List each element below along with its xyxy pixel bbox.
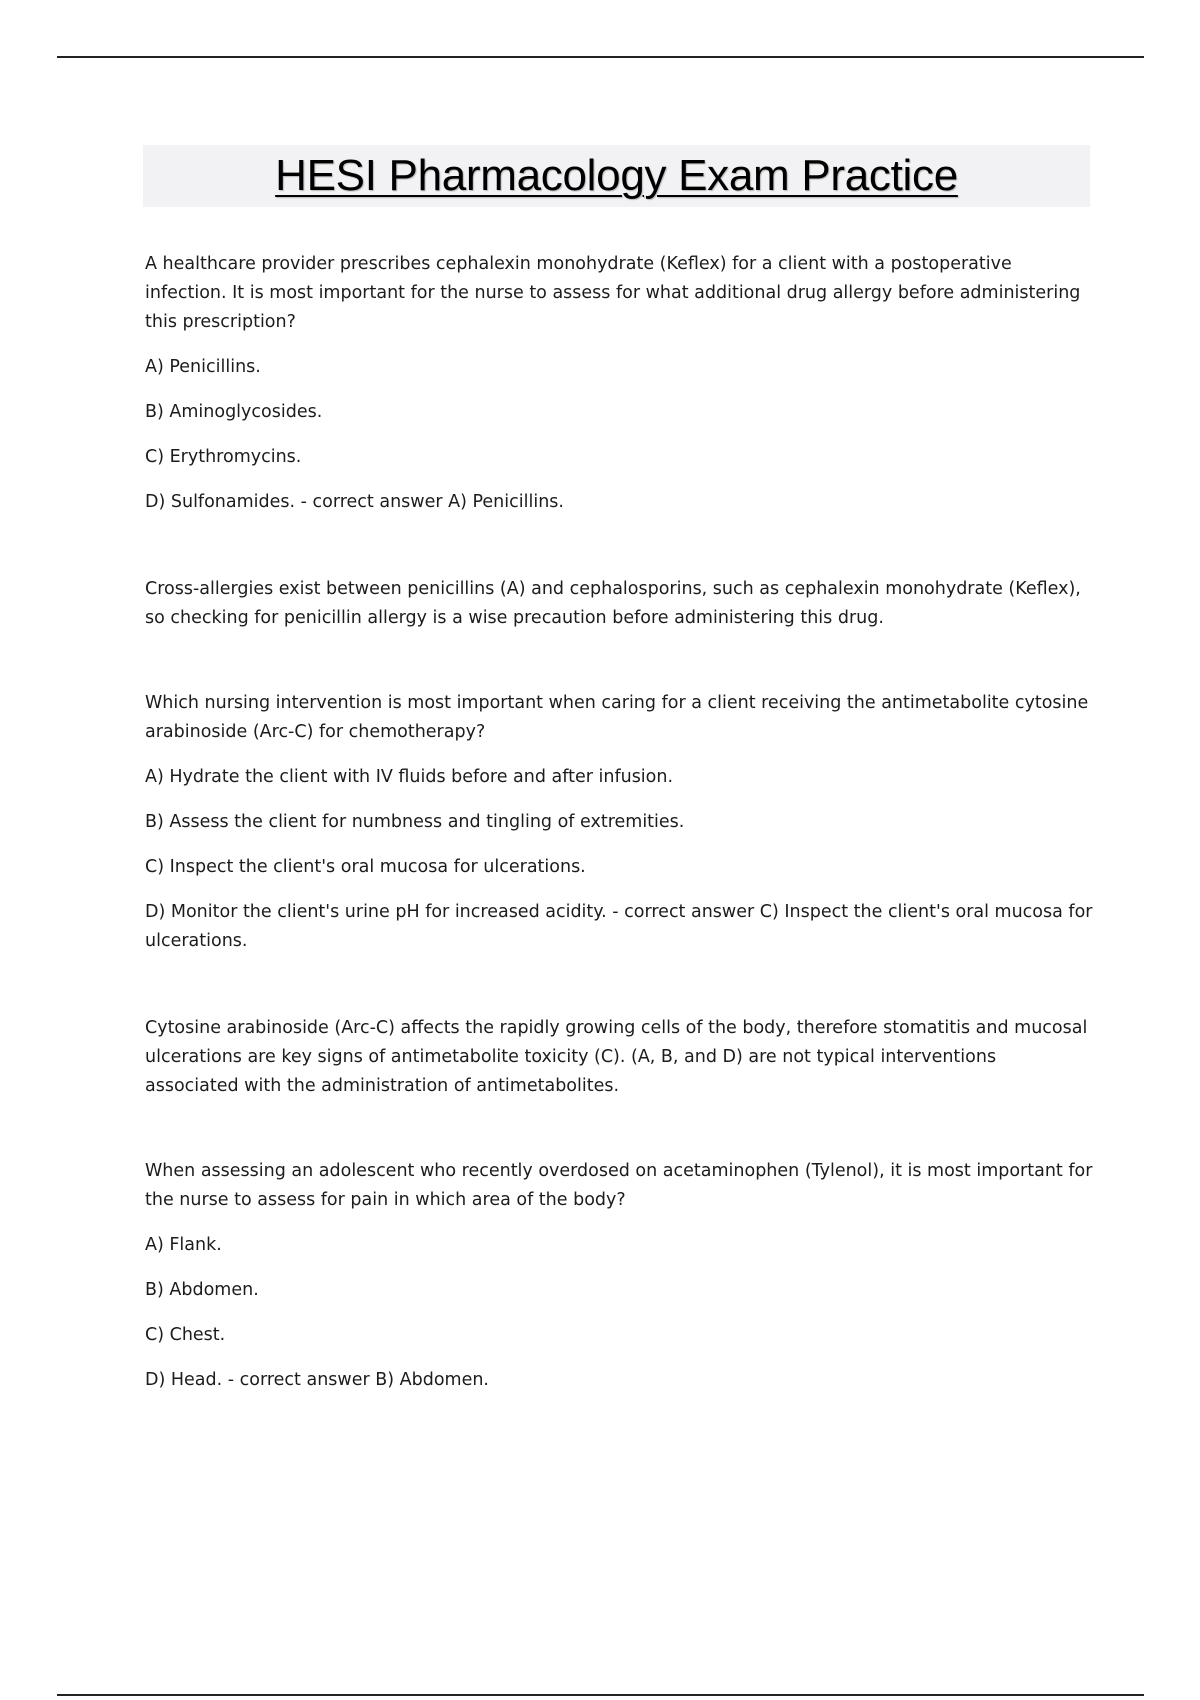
question-block-2: [145, 689, 1095, 956]
question-block-3: [145, 1157, 1095, 1395]
document-title: HESI Pharmacology Exam Practice: [275, 151, 958, 200]
rationale-text: Cross-allergies exist between penicillins (A) and cephalosporins, such as cephalexin monohydrate (Keflex), so checking for penicillin allergy is a wise precaution before administering this drug.: [145, 579, 1081, 628]
answer-option-a: A) Flank.: [145, 1235, 222, 1255]
answer-option-c: C) Erythromycins.: [145, 447, 302, 467]
answer-option-c: C) Inspect the client's oral mucosa for ulcerations.: [145, 857, 586, 877]
answer-option-d: D) Sulfonamides. - correct answer A) Penicillins.: [145, 492, 564, 512]
question-block-1: [145, 250, 1095, 517]
top-rule: [57, 56, 1144, 58]
question-text: When assessing an adolescent who recently overdosed on acetaminophen (Tylenol), it is most important for the nurse to assess for pain in which area of the body?: [145, 1161, 1093, 1210]
document-body: [145, 250, 1095, 1395]
question-text: A healthcare provider prescribes cephalexin monohydrate (Keflex) for a client with a postoperative infection. It is most important for the nurse to assess for what additional drug allergy before administering this prescription?: [145, 254, 1081, 332]
answer-option-d: D) Head. - correct answer B) Abdomen.: [145, 1370, 489, 1390]
answer-option-a: A) Hydrate the client with IV fluids before and after infusion.: [145, 767, 674, 787]
answer-option-a: A) Penicillins.: [145, 357, 261, 377]
answer-option-d: D) Monitor the client's urine pH for increased acidity. - correct answer C) Inspect the client's oral mucosa for ulcerations.: [145, 902, 1093, 951]
rationale-text: Cytosine arabinoside (Arc-C) affects the rapidly growing cells of the body, therefore stomatitis and mucosal ulcerations are key signs of antimetabolite toxicity (C). (A, B, and D) are not typical interventions associated with the administration of antimetabolites.: [145, 1018, 1088, 1096]
title-banner: [143, 145, 1090, 207]
answer-option-b: B) Assess the client for numbness and tingling of extremities.: [145, 812, 685, 832]
answer-option-b: B) Abdomen.: [145, 1280, 259, 1300]
answer-option-c: C) Chest.: [145, 1325, 226, 1345]
answer-option-b: B) Aminoglycosides.: [145, 402, 323, 422]
question-text: Which nursing intervention is most important when caring for a client receiving the antimetabolite cytosine arabinoside (Arc-C) for chemotherapy?: [145, 693, 1089, 742]
bottom-rule: [57, 1694, 1144, 1696]
